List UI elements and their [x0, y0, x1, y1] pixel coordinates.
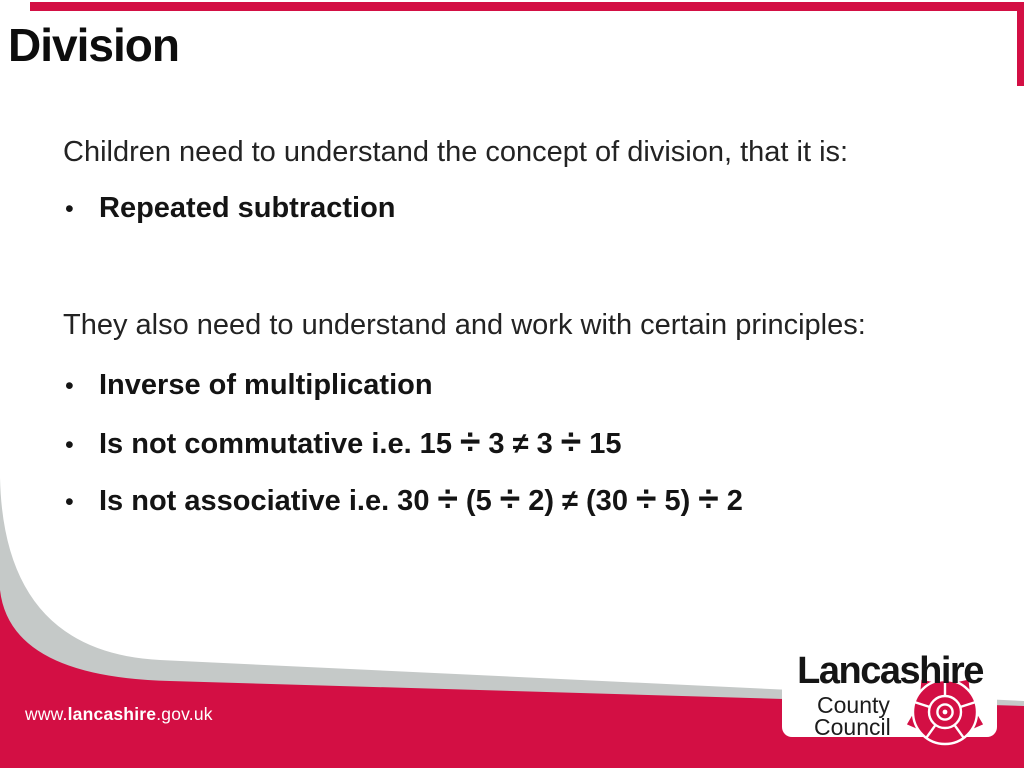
slide-title: Division	[8, 19, 179, 71]
bullet-text: Repeated subtraction	[99, 192, 396, 224]
logo-county: County	[817, 692, 890, 718]
logo-council: Council	[814, 714, 891, 740]
url-suffix: .gov.uk	[156, 704, 213, 724]
bullet-text: Is not commutative i.e. 15 ÷ 3 ≠ 3 ÷ 15	[99, 420, 622, 462]
url-prefix: www.	[25, 704, 68, 724]
bullet-dot: •	[65, 488, 74, 516]
bullet-dot: •	[65, 431, 74, 459]
bullet-dot: •	[65, 195, 74, 223]
logo-name: Lancashire	[797, 650, 983, 692]
bullet-text: Inverse of multiplication	[99, 369, 433, 401]
footer-url	[25, 704, 213, 725]
url-domain: lancashire	[67, 704, 157, 724]
bullet-text: Is not associative i.e. 30 ÷ (5 ÷ 2) ≠ (30 ÷ 5) ÷ 2	[99, 477, 743, 519]
bullet-dot: •	[65, 372, 74, 400]
intro-text-1: Children need to understand the concept of division, that it is:	[63, 136, 849, 168]
intro-text-2: They also need to understand and work with certain principles:	[63, 309, 866, 341]
